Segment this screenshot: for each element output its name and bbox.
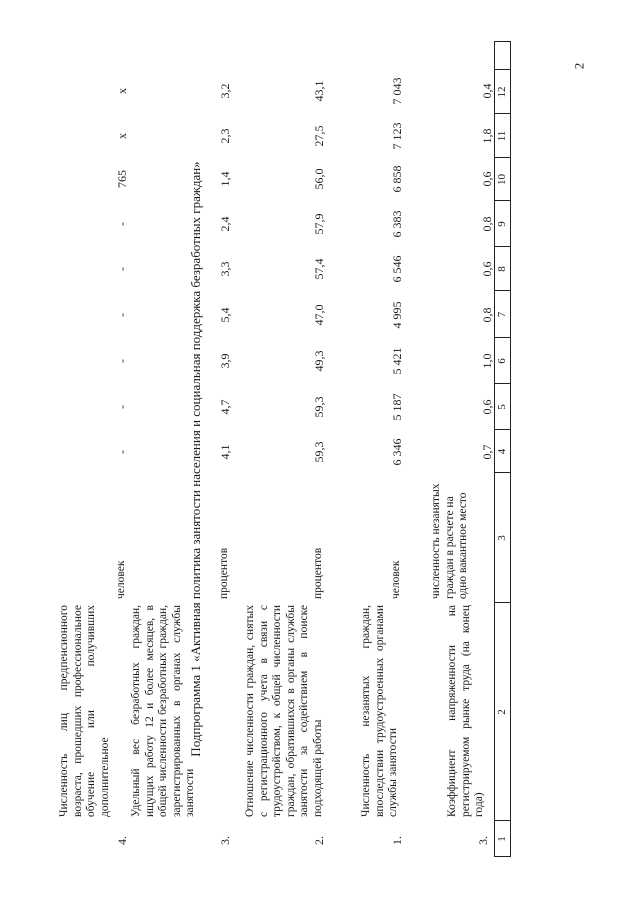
- value-cell: 0,6: [480, 399, 494, 415]
- value-cell: 0,7: [480, 444, 494, 460]
- value-cell: 4,7: [218, 399, 232, 415]
- value-cell: 4 995: [390, 301, 404, 329]
- value-cell: -: [115, 450, 129, 454]
- value-cell: 2,3: [218, 128, 232, 144]
- value-cell: 6 346: [390, 438, 404, 466]
- value-cell: -: [115, 359, 129, 363]
- indicator-unit: процентов: [218, 547, 230, 599]
- value-cell: -: [115, 222, 129, 226]
- indicator-unit: человек: [115, 560, 127, 599]
- value-cell: 3,2: [218, 83, 232, 99]
- value-cell: 59,3: [312, 441, 326, 463]
- value-cell: 57,9: [312, 213, 326, 235]
- value-cell: 47,0: [312, 304, 326, 326]
- value-cell: 4,1: [218, 444, 232, 460]
- column-number: 11: [496, 130, 508, 142]
- value-cell: 6 546: [390, 255, 404, 283]
- value-cell: 1,0: [480, 353, 494, 369]
- value-cell: 5 421: [390, 347, 404, 375]
- value-cell: 7 123: [390, 122, 404, 150]
- indicator-unit: человек: [390, 560, 402, 599]
- value-cell: 0,6: [480, 171, 494, 187]
- column-number: 2: [496, 709, 508, 715]
- value-cell: -: [115, 313, 129, 317]
- column-number: 10: [496, 174, 508, 185]
- value-cell: 43,1: [312, 80, 326, 102]
- col-divider: [494, 41, 511, 42]
- column-number: 1: [496, 836, 508, 842]
- indicator-description: Численность лиц предпенсионного возраста, прошедших профессиональное обучение или получивших дополнительное: [58, 605, 111, 817]
- value-cell: 6 383: [390, 210, 404, 238]
- value-cell: 2,4: [218, 216, 232, 232]
- row-number: 4.: [115, 836, 129, 845]
- column-number: 5: [496, 404, 508, 410]
- row-number: 3.: [476, 836, 490, 845]
- value-cell: 49,3: [312, 350, 326, 372]
- value-cell: 5 187: [390, 393, 404, 421]
- value-cell: 1,8: [480, 128, 494, 144]
- indicator-unit: процентов: [312, 547, 324, 599]
- indicator-unit: численность незанятых граждан в расчете на одно вакантное место: [430, 483, 469, 599]
- indicator-description: Удельный вес безработных граждан, ищущих работу 12 и более месяцев, в общей численности безработных граждан, зарегистрированных в органах службы занятости: [130, 605, 196, 817]
- value-cell: 765: [115, 170, 129, 188]
- column-number: 4: [496, 448, 508, 455]
- value-cell: 57,4: [312, 258, 326, 280]
- value-cell: x: [115, 133, 129, 139]
- row-number: 2.: [312, 836, 326, 845]
- page-number: 2: [571, 62, 587, 70]
- column-number: 7: [496, 311, 508, 318]
- column-number: 6: [496, 358, 508, 364]
- value-cell: 1,4: [218, 171, 232, 187]
- value-cell: 0,8: [480, 216, 494, 232]
- value-cell: 0,6: [480, 261, 494, 277]
- value-cell: 27,5: [312, 125, 326, 147]
- row-number: 3.: [218, 836, 232, 845]
- value-cell: 7 043: [390, 77, 404, 105]
- column-number: 9: [496, 221, 508, 227]
- row-number: 1.: [390, 836, 404, 845]
- value-cell: 5,4: [218, 307, 232, 323]
- value-cell: 0,4: [480, 83, 494, 99]
- value-cell: -: [115, 267, 129, 271]
- value-cell: 6 858: [390, 165, 404, 193]
- column-number: 8: [496, 266, 508, 272]
- subprogram-title: Подпрограмма 1 «Активная политика занятости населения и социальная поддержка безработных граждан»: [188, 161, 203, 757]
- value-cell: 0,8: [480, 307, 494, 323]
- value-cell: x: [115, 88, 129, 94]
- column-number: 12: [496, 86, 508, 98]
- table-header-divider: [510, 41, 511, 857]
- indicator-description: Коэффициент напряженности на регистрируемом рынке труда (на конец года): [446, 605, 485, 817]
- value-cell: -: [115, 405, 129, 409]
- indicator-description: Отношение численности граждан, снятых с регистрационного учета в связи с трудоустройством, к общей численности граждан, обратившихся в органы службы занятости за содействием в поиске подходящей работы: [244, 605, 324, 817]
- value-cell: 3,9: [218, 353, 232, 369]
- column-number: 3: [496, 535, 508, 541]
- value-cell: 3,3: [218, 261, 232, 277]
- value-cell: 56,0: [312, 168, 326, 190]
- indicator-description: Численность незанятых граждан, впоследствии трудоустроенных органами службы занятости: [360, 605, 399, 817]
- value-cell: 59,3: [312, 396, 326, 418]
